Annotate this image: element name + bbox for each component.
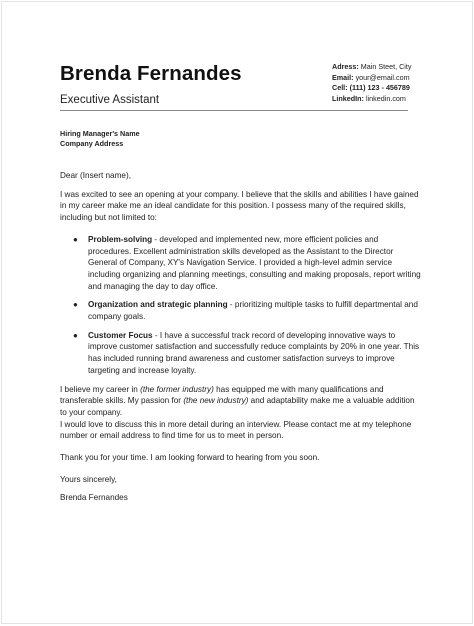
- email-label: Email:: [332, 72, 354, 82]
- career-paragraph: [60, 384, 422, 419]
- contact-address: [332, 62, 412, 73]
- signature-name: Brenda Fernandes: [60, 493, 128, 503]
- address-value: Main Steet, City: [360, 62, 412, 71]
- interview-paragraph: I would love to discuss this in more detail during an interview. Please contact me at my telephone number or email address to find time for us to meet in person.: [60, 419, 412, 441]
- skill-title: Problem-solving: [88, 234, 153, 244]
- hiring-manager-name: Hiring Manager's Name: [60, 129, 140, 138]
- skill-title: Organization and strategic planning: [88, 300, 228, 310]
- salutation: Dear (Insert name),: [60, 171, 131, 180]
- contact-email: [332, 73, 412, 84]
- linkedin-value: linkedin.com: [365, 93, 406, 103]
- former-industry-placeholder: (the former industry): [140, 384, 214, 394]
- cell-label: Cell:: [332, 83, 348, 93]
- skill-text: - I have a successful track record of developing innovative ways to improve customer satisfaction and successfully reduce complaints by 20% in one year. This has included running brand awareness and customer satisfaction surveys to improve targeting and increase loyalty.: [88, 330, 420, 375]
- contact-cell: [332, 83, 412, 94]
- header-divider: [60, 110, 408, 111]
- skills-list: [60, 234, 422, 377]
- company-address: Company Address: [60, 139, 124, 149]
- career-text: and adaptability make me a valuable addition to your company.: [60, 396, 415, 417]
- linkedin-label: LinkedIn:: [332, 93, 364, 103]
- email-value: your@email.com: [355, 72, 410, 82]
- recipient-block: [60, 129, 140, 150]
- address-label: Adress:: [332, 62, 359, 71]
- contact-linkedin: [332, 94, 412, 105]
- applicant-name: Brenda Fernandes: [60, 62, 242, 85]
- intro-paragraph: I was excited to see an opening at your company. I believe that the skills and abilities I have gained in my career make me an ideal candidate for this position. I possess many of the required skills, including but not limited to:: [60, 189, 419, 223]
- closing: Yours sincerely,: [60, 474, 117, 484]
- list-item: [60, 299, 422, 322]
- bullet-icon: ●: [73, 300, 78, 310]
- applicant-role: Executive Assistant: [60, 94, 160, 106]
- skill-title: Customer Focus: [88, 330, 153, 340]
- letter-body: [60, 170, 422, 504]
- new-industry-placeholder: (the new industry): [183, 396, 249, 406]
- bullet-icon: ●: [73, 330, 78, 340]
- letter-page: [1, 1, 473, 624]
- list-item: [60, 330, 422, 377]
- skill-text: - developed and implemented new, more efficient policies and procedures. Excellent administration skills developed as the Assistant to the Director General of Company, XY's Navigation Service. I provided a high-level admin service including organizing and planning meetings, consulting and making proposals, report writing and managing the day to day office.: [88, 234, 421, 291]
- contact-block: [332, 62, 412, 104]
- thanks-paragraph: Thank you for your time. I am looking forward to hearing from you soon.: [60, 453, 320, 463]
- skill-text: - prioritizing multiple tasks to fulfill departmental and company goals.: [88, 300, 418, 322]
- career-text: has equipped me with many qualifications and transferable skills. My passion for: [60, 384, 384, 406]
- list-item: [60, 234, 422, 293]
- cell-value: (111) 123 - 456789: [349, 83, 410, 93]
- career-text: I believe my career in: [60, 384, 141, 394]
- bullet-icon: ●: [73, 234, 78, 244]
